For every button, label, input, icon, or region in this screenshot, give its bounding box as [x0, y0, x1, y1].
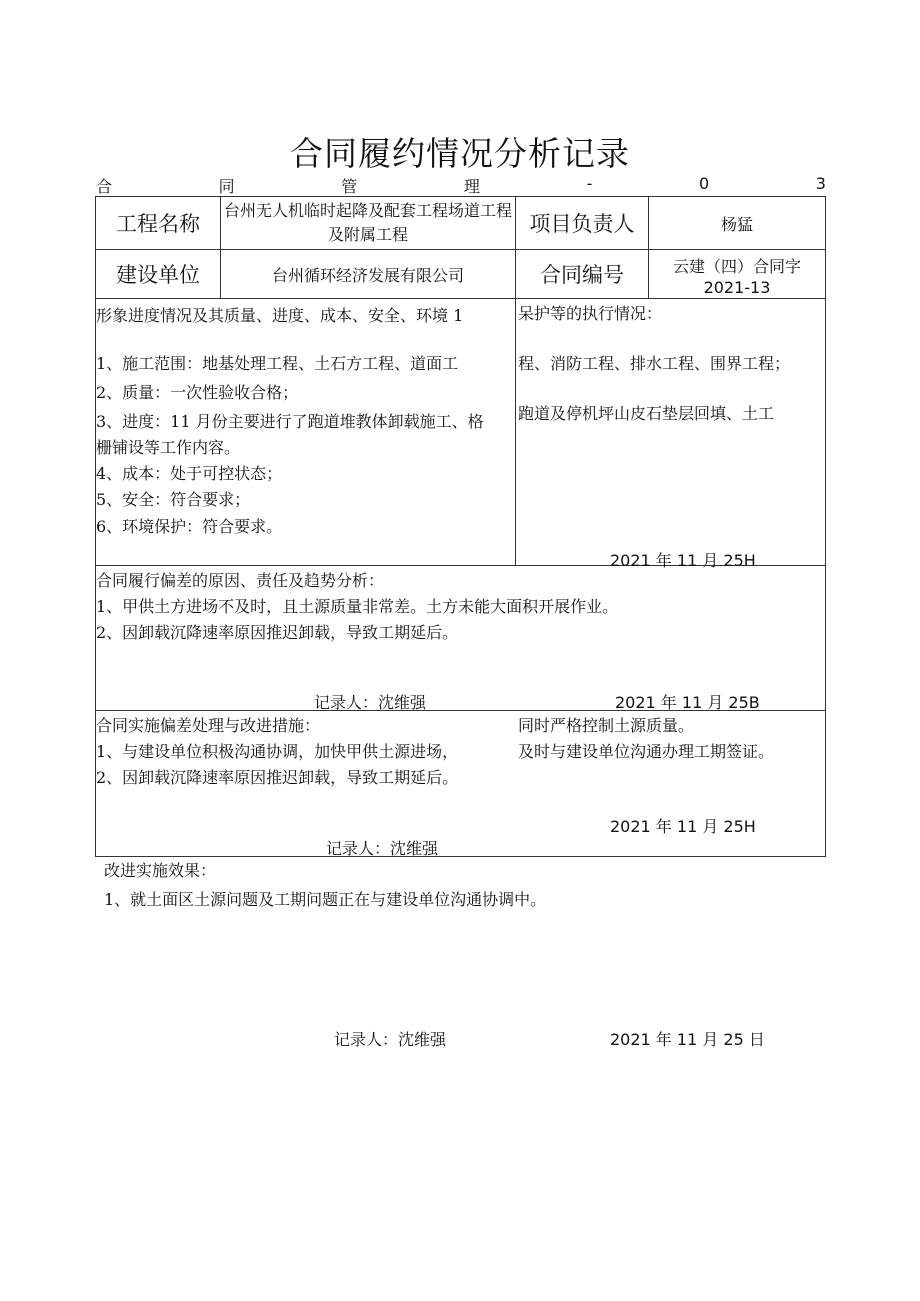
- project-name-value: 台州无人机临时起降及配套工程场道工程及附属工程: [223, 201, 512, 244]
- section3-heading: 合同实施偏差处理与改进措施：: [96, 716, 321, 735]
- code-char: 0: [698, 174, 710, 193]
- owner-label: 建设单位: [116, 263, 200, 287]
- document-title: 合同履约情况分析记录: [290, 134, 630, 173]
- contract-no-label: 合同编号: [540, 263, 624, 287]
- contract-no-line1: 云建（四）合同字: [672, 257, 801, 276]
- code-char: 理: [463, 177, 480, 196]
- list-item: 栅铺设等工作内容。: [96, 438, 241, 457]
- list-item: 1、与建设单位积极沟通协调，加快甲供土源进场，: [96, 742, 459, 761]
- list-item: 跑道及停机坪山皮石垫层回填、土工: [518, 404, 775, 423]
- code-char: 同: [218, 177, 235, 196]
- list-item: 4、成本：处于可控状态；: [96, 464, 283, 483]
- section3-recorder: 记录人：沈维强: [326, 839, 439, 858]
- section1-date: 2021 年 11 月 25H: [610, 551, 756, 570]
- list-item: 1、施工范围：地基处理工程、土石方工程、道面工: [96, 354, 459, 373]
- list-item: 5、安全：符合要求；: [96, 490, 251, 509]
- section1-left-heading: 形象进度情况及其质量、进度、成本、安全、环境 1: [96, 306, 464, 325]
- section3-date: 2021 年 11 月 25H: [610, 817, 756, 836]
- code-char: 3: [815, 174, 826, 193]
- code-char: 合: [96, 177, 113, 196]
- section2-heading: 合同履行偏差的原因、责任及趋势分析：: [96, 571, 385, 590]
- list-item: 2、质量：一次性验收合格；: [96, 383, 299, 402]
- section4-date: 2021 年 11 月 25 日: [610, 1030, 765, 1049]
- project-name-label: 工程名称: [116, 212, 200, 236]
- section1-right-heading: 呆护等的执行情况：: [518, 304, 663, 323]
- list-item: 2、因卸载沉降速率原因推迟卸载，导致工期延后。: [96, 623, 459, 642]
- section2-recorder: 记录人：沈维强: [314, 693, 427, 712]
- list-item: 6、环境保护：符合要求。: [96, 517, 283, 536]
- contract-no-line2: 2021-13: [703, 278, 771, 297]
- code-char: 管: [341, 177, 358, 196]
- project-manager-value: 杨猛: [720, 214, 753, 234]
- project-manager-label: 项目负责人: [529, 212, 635, 236]
- list-item: 1、就土面区土源问题及工期问题正在与建设单位沟通协调中。: [104, 890, 547, 909]
- list-item: 3、进度：11 月份主要进行了跑道堆教体卸载施工、格: [96, 412, 484, 431]
- list-item: 同时严格控制土源质量。: [518, 716, 695, 735]
- owner-value: 台州循环经济发展有限公司: [271, 265, 464, 285]
- list-item: 2、因卸载沉降速率原因推迟卸载，导致工期延后。: [96, 768, 459, 787]
- list-item: 1、甲供土方进场不及时，且土源质量非常差。土方未能大面积开展作业。: [96, 597, 619, 616]
- section4-heading: 改进实施效果：: [104, 861, 217, 880]
- list-item: 及时与建设单位沟通办理工期签证。: [518, 742, 775, 761]
- contract-code-row: [96, 174, 826, 196]
- section4-recorder: 记录人：沈维强: [334, 1030, 447, 1049]
- code-char: -: [586, 174, 593, 193]
- section2-date: 2021 年 11 月 25B: [615, 693, 760, 712]
- list-item: 程、消防工程、排水工程、围界工程；: [518, 354, 791, 373]
